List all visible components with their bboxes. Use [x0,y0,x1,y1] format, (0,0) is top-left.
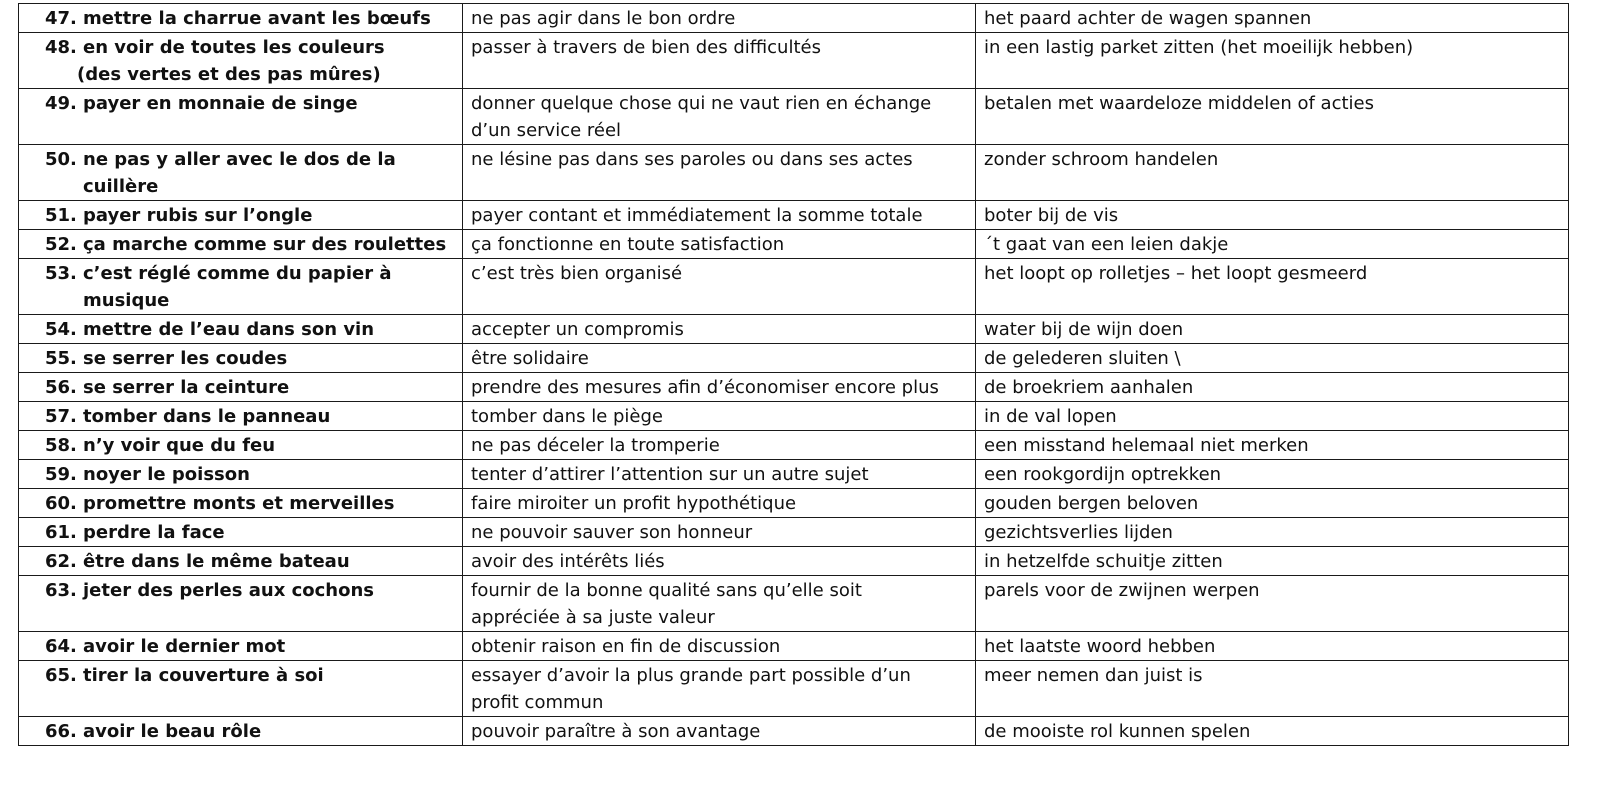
row-number: 54. [45,319,77,340]
definition-cell [463,489,976,518]
table-row [19,576,1569,632]
definition-cell [463,89,976,145]
row-number: 64. [45,636,77,657]
idiom-text: avoir le dernier mot [83,636,286,657]
definition-cell [463,201,976,230]
translation-cell [976,489,1569,518]
translation-cell [976,661,1569,717]
table-row [19,431,1569,460]
idiom-cell [19,661,463,717]
definition-text-continued: d’un service réel [471,120,622,141]
table-row [19,230,1569,259]
translation-text: het loopt op rolletjes – het loopt gesmeerd [984,263,1368,284]
translation-cell [976,201,1569,230]
definition-text: être solidaire [471,348,589,369]
table-row [19,661,1569,717]
table-row [19,632,1569,661]
definition-text: obtenir raison en fin de discussion [471,636,781,657]
definition-cell [463,315,976,344]
table-row [19,373,1569,402]
translation-cell [976,33,1569,89]
translation-text: gezichtsverlies lijden [984,522,1173,543]
translation-cell [976,259,1569,315]
row-number: 65. [45,665,77,686]
translation-text: het laatste woord hebben [984,636,1216,657]
idiom-text: ne pas y aller avec le dos de la [83,149,396,170]
idiom-text-continued: musique [83,290,170,311]
idiom-cell [19,344,463,373]
definition-cell [463,4,976,33]
definition-text: fournir de la bonne qualité sans qu’elle soit [471,580,862,601]
definition-text: passer à travers de bien des difficultés [471,37,821,58]
translation-cell [976,632,1569,661]
idiom-cell [19,230,463,259]
translation-text: parels voor de zwijnen werpen [984,580,1260,601]
row-number: 49. [45,93,77,114]
table-row [19,145,1569,201]
definition-text: pouvoir paraître à son avantage [471,721,761,742]
table-row [19,4,1569,33]
definition-cell [463,717,976,746]
table-row [19,717,1569,746]
translation-text: een misstand helemaal niet merken [984,435,1309,456]
definition-text: prendre des mesures afin d’économiser encore plus [471,377,939,398]
row-number: 63. [45,580,77,601]
definition-cell [463,661,976,717]
table-row [19,33,1569,89]
translation-cell [976,576,1569,632]
definition-cell [463,344,976,373]
definition-text: ne pas agir dans le bon ordre [471,8,736,29]
idiom-cell [19,259,463,315]
idiom-cell [19,315,463,344]
idiom-text: promettre monts et merveilles [83,493,395,514]
translation-text: in een lastig parket zitten (het moeilijk hebben) [984,37,1414,58]
row-number: 58. [45,435,77,456]
row-number: 66. [45,721,77,742]
definition-cell [463,518,976,547]
row-number: 60. [45,493,77,514]
definition-text-continued: profit commun [471,692,604,713]
definition-cell [463,547,976,576]
definition-cell [463,373,976,402]
table-row [19,315,1569,344]
idiom-text: tomber dans le panneau [83,406,331,427]
translation-text: ´t gaat van een leien dakje [984,234,1229,255]
definition-text: accepter un compromis [471,319,684,340]
idiom-text: noyer le poisson [83,464,250,485]
idiom-text: payer rubis sur l’ongle [83,205,313,226]
definition-cell [463,632,976,661]
definition-text: tomber dans le piège [471,406,663,427]
definition-cell [463,33,976,89]
translation-cell [976,402,1569,431]
table-row [19,547,1569,576]
idiom-text: tirer la couverture à soi [83,665,324,686]
idiom-text: se serrer les coudes [83,348,288,369]
translation-text: in hetzelfde schuitje zitten [984,551,1223,572]
translation-cell [976,315,1569,344]
definition-text-continued: appréciée à sa juste valeur [471,607,715,628]
row-number: 61. [45,522,77,543]
translation-text: water bij de wijn doen [984,319,1184,340]
idiom-cell [19,576,463,632]
row-number: 53. [45,263,77,284]
table-row [19,259,1569,315]
idiom-cell [19,402,463,431]
idiom-text-continued: (des vertes et des pas mûres) [77,64,381,85]
idiom-cell [19,547,463,576]
translation-cell [976,4,1569,33]
idiom-text: c’est réglé comme du papier à [83,263,392,284]
table-row [19,402,1569,431]
idiom-cell [19,4,463,33]
definition-text: ça fonctionne en toute satisfaction [471,234,785,255]
definition-cell [463,145,976,201]
idiom-text: mettre la charrue avant les bœufs [83,8,431,29]
definition-text: faire miroiter un profit hypothétique [471,493,797,514]
translation-text: boter bij de vis [984,205,1119,226]
idiom-text: mettre de l’eau dans son vin [83,319,375,340]
idiom-cell [19,145,463,201]
translation-cell [976,145,1569,201]
idiom-text: se serrer la ceinture [83,377,290,398]
definition-text: donner quelque chose qui ne vaut rien en échange [471,93,932,114]
translation-cell [976,230,1569,259]
idiom-text: jeter des perles aux cochons [83,580,374,601]
idiom-text: être dans le même bateau [83,551,350,572]
translation-text: het paard achter de wagen spannen [984,8,1312,29]
idiom-text: en voir de toutes les couleurs [83,37,385,58]
idiom-cell [19,489,463,518]
row-number: 48. [45,37,77,58]
translation-text: de mooiste rol kunnen spelen [984,721,1251,742]
definition-text: essayer d’avoir la plus grande part possible d’un [471,665,911,686]
table-row [19,344,1569,373]
row-number: 47. [45,8,77,29]
translation-text: gouden bergen beloven [984,493,1199,514]
idiom-table [18,3,1569,746]
idiom-cell [19,460,463,489]
idiom-text: n’y voir que du feu [83,435,276,456]
idiom-cell [19,632,463,661]
idiom-cell [19,201,463,230]
translation-cell [976,344,1569,373]
row-number: 62. [45,551,77,572]
idiom-text: perdre la face [83,522,225,543]
table-row [19,460,1569,489]
translation-cell [976,460,1569,489]
table-row [19,89,1569,145]
row-number: 51. [45,205,77,226]
definition-text: ne pouvoir sauver son honneur [471,522,753,543]
translation-text: meer nemen dan juist is [984,665,1203,686]
row-number: 50. [45,149,77,170]
definition-cell [463,460,976,489]
translation-cell [976,547,1569,576]
translation-text: in de val lopen [984,406,1117,427]
definition-cell [463,259,976,315]
translation-cell [976,518,1569,547]
idiom-text: payer en monnaie de singe [83,93,358,114]
idiom-text: avoir le beau rôle [83,721,262,742]
idiom-cell [19,33,463,89]
translation-text: de broekriem aanhalen [984,377,1194,398]
idiom-cell [19,518,463,547]
definition-cell [463,576,976,632]
definition-text: payer contant et immédiatement la somme totale [471,205,923,226]
definition-cell [463,431,976,460]
translation-text: betalen met waardeloze middelen of acties [984,93,1374,114]
definition-cell [463,402,976,431]
row-number: 55. [45,348,77,369]
idiom-text: ça marche comme sur des roulettes [83,234,447,255]
translation-text: de gelederen sluiten \ [984,348,1181,369]
definition-text: tenter d’attirer l’attention sur un autre sujet [471,464,869,485]
row-number: 59. [45,464,77,485]
row-number: 57. [45,406,77,427]
idiom-cell [19,717,463,746]
row-number: 52. [45,234,77,255]
translation-cell [976,89,1569,145]
translation-cell [976,431,1569,460]
translation-cell [976,717,1569,746]
definition-text: c’est très bien organisé [471,263,683,284]
definition-text: ne pas déceler la tromperie [471,435,720,456]
idiom-table-body [19,4,1569,746]
row-number: 56. [45,377,77,398]
definition-text: ne lésine pas dans ses paroles ou dans ses actes [471,149,913,170]
translation-text: een rookgordijn optrekken [984,464,1222,485]
definition-text: avoir des intérêts liés [471,551,665,572]
table-row [19,201,1569,230]
table-row [19,518,1569,547]
table-row [19,489,1569,518]
translation-text: zonder schroom handelen [984,149,1219,170]
idiom-text-continued: cuillère [83,176,159,197]
idiom-cell [19,89,463,145]
idiom-cell [19,373,463,402]
translation-cell [976,373,1569,402]
idiom-cell [19,431,463,460]
definition-cell [463,230,976,259]
